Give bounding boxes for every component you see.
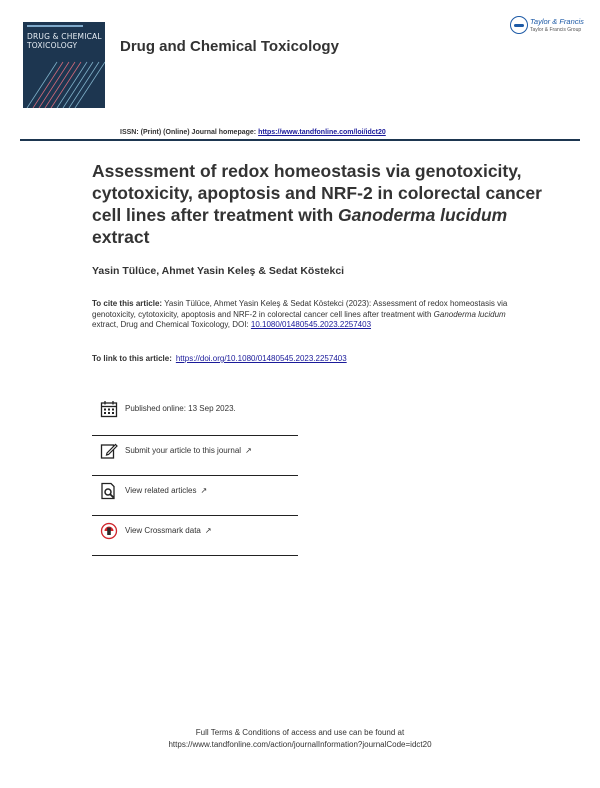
article-title-part2: extract [92,227,150,247]
cover-top-bar [27,25,83,27]
journal-cover-image [23,22,105,108]
external-link-icon: ↗ [245,446,252,455]
divider [92,435,298,436]
article-title-part1: Assessment of redox homeostasis via genotoxicity, cytotoxicity, apoptosis and NRF-2 in colorectal cancer cell lines after treatment with [92,161,542,225]
publisher-logo-subtext: Taylor & Francis Group [530,27,582,33]
crossmark-label: View Crossmark data [125,526,201,535]
edit-icon [100,442,118,460]
citation-text-part2: extract, Drug and Chemical Toxicology, DOI: [92,320,251,329]
journal-homepage-link[interactable]: https://www.tandfonline.com/loi/idct20 [258,129,386,136]
citation-label: To cite this article: [92,299,163,308]
published-online-label: Published online: 13 Sep 2023. [125,404,236,413]
article-link-label: To link to this article: [92,354,172,363]
related-articles-icon [100,482,118,500]
article-link-line [92,354,347,363]
divider [92,555,298,556]
related-articles-label: View related articles [125,486,197,495]
submit-article-label: Submit your article to this journal [125,446,242,455]
article-title [92,160,552,248]
issn-line [120,129,386,136]
issn-label: ISSN: (Print) (Online) Journal homepage: [120,129,257,136]
publisher-logo [510,14,590,38]
header-rule [20,139,580,141]
cover-graphic [23,54,105,108]
citation-block [92,299,512,331]
related-articles-row[interactable] [92,480,298,520]
citation-text-part1: Yasin Tülüce, Ahmet Yasin Keleş & Sedat Köstekci (2023): Assessment of redox homeostasis via genotoxicity, cytotoxicity, apoptosis and NRF-2 in colorectal cancer cell lines after treatment with [92,299,508,319]
crossmark-link[interactable] [125,526,212,535]
cover-title: DRUG & CHEMICAL TOXICOLOGY [27,32,102,50]
article-authors: Yasin Tülüce, Ahmet Yasin Keleş & Sedat Köstekci [92,265,345,277]
article-title-species: Ganoderma lucidum [338,205,508,225]
published-online-row [92,398,298,438]
external-link-icon: ↗ [204,526,212,535]
submit-article-link[interactable] [125,446,252,455]
article-doi-url[interactable]: https://doi.org/10.1080/01480545.2023.2257403 [175,354,347,363]
publisher-logo-icon [510,16,528,34]
footer-line1: Full Terms & Conditions of access and use can be found at [195,728,405,737]
external-link-icon: ↗ [200,486,208,495]
journal-name: Drug and Chemical Toxicology [120,38,339,55]
crossmark-icon [100,522,118,540]
divider [92,475,298,476]
related-articles-link[interactable] [125,486,207,495]
crossmark-row[interactable] [92,520,298,560]
footer [0,727,600,751]
calendar-icon [100,400,118,418]
divider [92,515,298,516]
footer-journal-info-link[interactable]: https://www.tandfonline.com/action/journalInformation?journalCode=idct20 [168,740,432,749]
publisher-logo-text: Taylor & Francis [530,17,584,26]
citation-doi-link[interactable]: 10.1080/01480545.2023.2257403 [250,320,372,329]
citation-species: Ganoderma lucidum [433,309,506,319]
submit-article-row[interactable] [92,440,298,480]
